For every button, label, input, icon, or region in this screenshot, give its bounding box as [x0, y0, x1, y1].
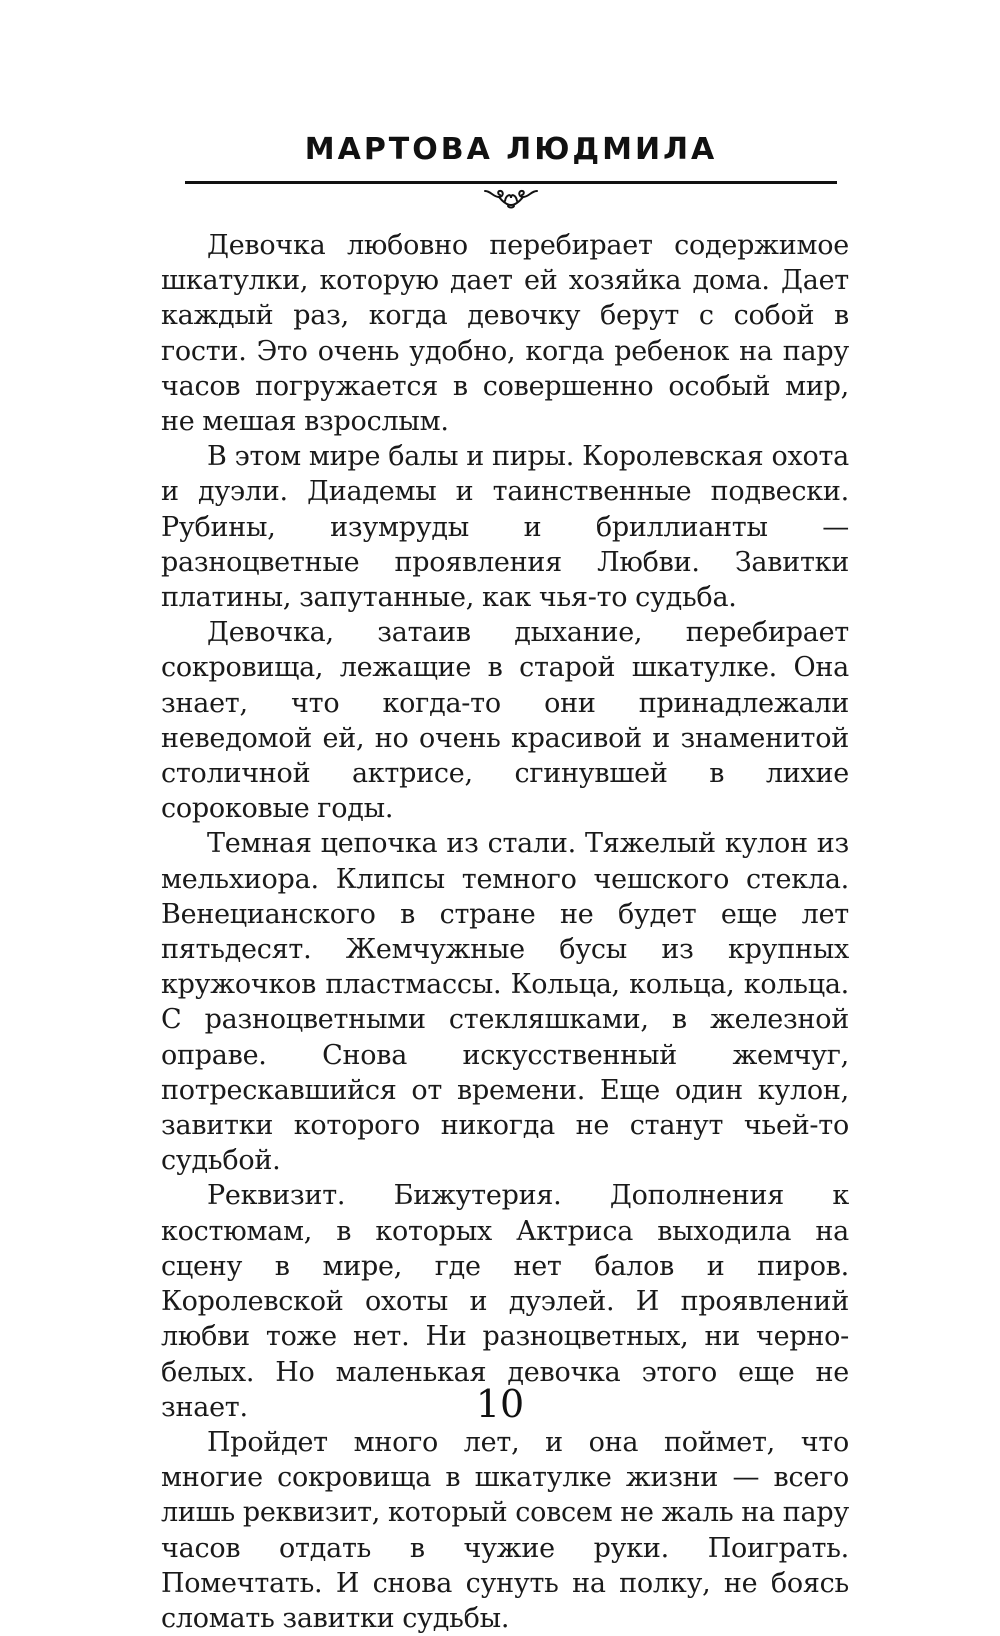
paragraph: В этом мире балы и пиры. Королевская охота и дуэли. Диадемы и таинственные подвески. Рубины, изумруды и бриллианты — разноцветные проявления Любви. Завитки платины, запутанные, как чья-то судьба. [161, 441, 849, 614]
paragraph: Девочка любовно перебирает содержимое шкатулки, которую дает ей хозяйка дома. Дает каждый раз, когда девочку берут с собой в гости. Это очень удобно, когда ребенок на пару часов погружается в совершенно особый мир, не мешая взрослым. [161, 230, 849, 438]
paragraph: Девочка, затаив дыхание, перебирает сокровища, лежащие в старой шкатулке. Она знает, что когда-то они принадлежали неведомой ей, но очень красивой и знаменитой столичной актрисе, сгинувшей в лихие сороковые годы. [161, 617, 849, 825]
running-header [185, 128, 837, 228]
author-name: МАРТОВА ЛЮДМИЛА [304, 132, 718, 167]
paragraph: Реквизит. Бижутерия. Дополнения к костюмам, в которых Актриса выходила на сцену в мире, где нет балов и пиров. Королевской охоты и дуэлей. И проявлений любви тоже нет. Ни разноцветных, ни черно-белых. Но маленькая девочка этого еще не знает. [161, 1180, 849, 1423]
flourish-ornament-icon [481, 184, 541, 210]
page-number: 10 [475, 1382, 525, 1426]
paragraph: Пройдет много лет, и она поймет, что многие сокровища в шкатулке жизни — всего лишь реквизит, который совсем не жаль на пару часов отдать в чужие руки. Поиграть. Помечтать. И снова сунуть на полку, не боясь сломать завитки судьбы. [161, 1426, 849, 1634]
paragraph: Темная цепочка из стали. Тяжелый кулон из мельхиора. Клипсы темного чешского стекла. Венецианского в стране не будет еще лет пятьдесят. Жемчужные бусы из крупных кружочков пластмассы. Кольца, кольца, кольца. С разноцветными стекляшками, в железной оправе. Снова искусственный жемчуг, потрескавшийся от времени. Еще один кулон, завитки которого никогда не станут чьей-то судьбой. [161, 828, 849, 1177]
